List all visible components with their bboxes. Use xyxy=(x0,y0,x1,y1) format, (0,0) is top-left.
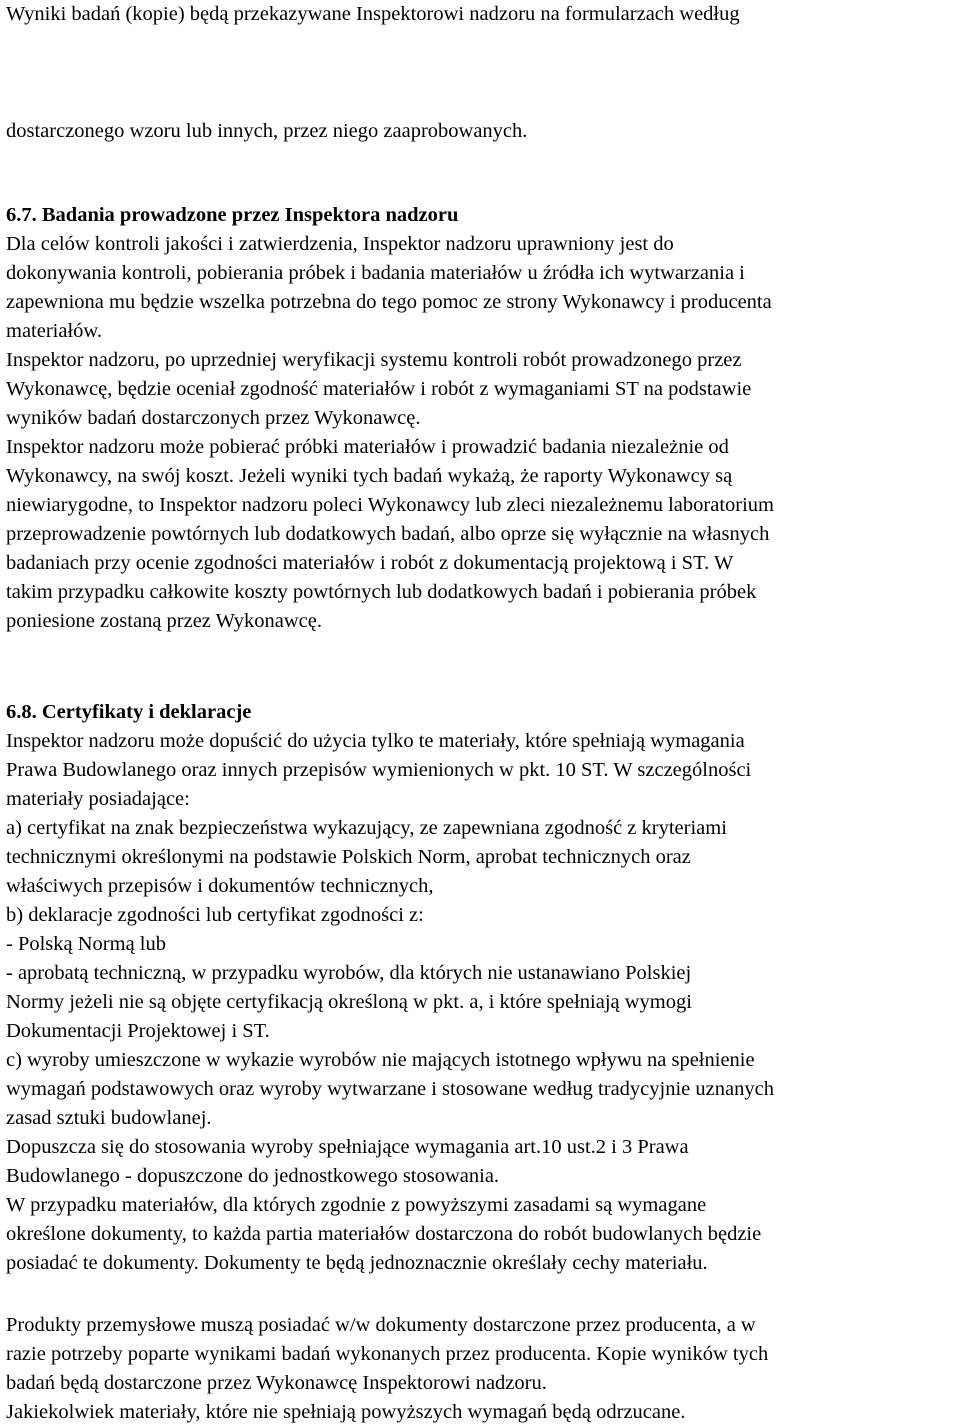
section-6-7-line: Inspektor nadzoru może pobierać próbki materiałów i prowadzić badania niezależnie od xyxy=(6,436,729,458)
section-6-8-line: Prawa Budowlanego oraz innych przepisów wymienionych w pkt. 10 ST. W szczególności xyxy=(6,759,752,781)
intro-line-1: Wyniki badań (kopie) będą przekazywane Inspektorowi nadzoru na formularzach według xyxy=(6,3,740,25)
intro-line-2: dostarczonego wzoru lub innych, przez niego zaaprobowanych. xyxy=(6,120,528,142)
section-6-8-line: określone dokumenty, to każda partia materiałów dostarczona do robót budowlanych będzie xyxy=(6,1223,762,1245)
section-6-8-line: Inspektor nadzoru może dopuścić do użycia tylko te materiały, które spełniają wymagania xyxy=(6,730,745,752)
section-6-7-heading xyxy=(6,201,458,230)
section-6-8-line: b) deklaracje zgodności lub certyfikat zgodności z: xyxy=(6,904,424,926)
section-6-7-line: przeprowadzenie powtórnych lub dodatkowych badań, albo oprze się wyłącznie na własnych xyxy=(6,523,770,545)
section-6-7-line: Wykonawcy, na swój koszt. Jeżeli wyniki tych badań wykażą, że raporty Wykonawcy są xyxy=(6,465,733,487)
section-6-7-line: dokonywania kontroli, pobierania próbek i badania materiałów u źródła ich wytwarzania i xyxy=(6,262,745,284)
section-6-7-line: wyników badań dostarczonych przez Wykonawcę. xyxy=(6,407,421,429)
closing-line: Jakiekolwiek materiały, które nie spełniają powyższych wymagań będą odrzucane. xyxy=(6,1401,686,1423)
section-6-8-line: - Polską Normą lub xyxy=(6,933,166,955)
section-6-7-title: Badania prowadzone przez Inspektora nadzoru xyxy=(41,204,459,226)
section-6-8-line: zasad sztuki budowlanej. xyxy=(6,1107,212,1129)
section-6-7-line: poniesione zostaną przez Wykonawcę. xyxy=(6,610,323,632)
section-6-8-number: 6.8. xyxy=(6,701,37,723)
section-6-7-number: 6.7. xyxy=(6,204,37,226)
section-6-8-line: Dokumentacji Projektowej i ST. xyxy=(6,1020,270,1042)
section-6-7-line: Inspektor nadzoru, po uprzedniej weryfikacji systemu kontroli robót prowadzonego przez xyxy=(6,349,742,371)
closing-line: Produkty przemysłowe muszą posiadać w/w dokumenty dostarczone przez producenta, a w xyxy=(6,1314,756,1336)
section-6-7-line: niewiarygodne, to Inspektor nadzoru poleci Wykonawcy lub zleci niezależnemu laboratorium xyxy=(6,494,774,516)
section-6-7-line: Dla celów kontroli jakości i zatwierdzenia, Inspektor nadzoru uprawniony jest do xyxy=(6,233,674,255)
section-6-8-line: - aprobatą techniczną, w przypadku wyrobów, dla których nie ustanawiano Polskiej xyxy=(6,962,692,984)
section-6-8-line: Dopuszcza się do stosowania wyroby spełniające wymagania art.10 ust.2 i 3 Prawa xyxy=(6,1136,689,1158)
section-6-7-line: takim przypadku całkowite koszty powtórnych lub dodatkowych badań i pobierania próbek xyxy=(6,581,757,603)
section-6-8-line: Normy jeżeli nie są objęte certyfikacją określoną w pkt. a, i które spełniają wymogi xyxy=(6,991,692,1013)
section-6-8-line: W przypadku materiałów, dla których zgodnie z powyższymi zasadami są wymagane xyxy=(6,1194,707,1216)
section-6-8-line: wymagań podstawowych oraz wyroby wytwarzane i stosowane według tradycyjnie uznanych xyxy=(6,1078,774,1100)
section-6-8-line: c) wyroby umieszczone w wykazie wyrobów nie mających istotnego wpływu na spełnienie xyxy=(6,1049,755,1071)
closing-line: badań będą dostarczone przez Wykonawcę Inspektorowi nadzoru. xyxy=(6,1372,547,1394)
section-6-8-line: posiadać te dokumenty. Dokumenty te będą jednoznacznie określały cechy materiału. xyxy=(6,1252,708,1274)
section-6-8-title: Certyfikaty i deklaracje xyxy=(41,701,252,723)
section-6-8-line: materiały posiadające: xyxy=(6,788,190,810)
section-6-8-line: Budowlanego - dopuszczone do jednostkowego stosowania. xyxy=(6,1165,500,1187)
section-6-7-line: badaniach przy ocenie zgodności materiałów i robót z dokumentacją projektową i ST. W xyxy=(6,552,734,574)
section-6-8-line: technicznymi określonymi na podstawie Polskich Norm, aprobat technicznych oraz xyxy=(6,846,691,868)
section-6-7-line: materiałów. xyxy=(6,320,103,342)
section-6-8-line: a) certyfikat na znak bezpieczeństwa wykazujący, ze zapewniana zgodność z kryteriami xyxy=(6,817,727,839)
closing-line: razie potrzeby poparte wynikami badań wykonanych przez producenta. Kopie wyników tych xyxy=(6,1343,769,1365)
section-6-8-line: właściwych przepisów i dokumentów technicznych, xyxy=(6,875,434,897)
section-6-8-heading xyxy=(6,698,251,727)
section-6-7-line: zapewniona mu będzie wszelka potrzebna do tego pomoc ze strony Wykonawcy i producenta xyxy=(6,291,772,313)
section-6-7-line: Wykonawcę, będzie oceniał zgodność materiałów i robót z wymaganiami ST na podstawie xyxy=(6,378,752,400)
